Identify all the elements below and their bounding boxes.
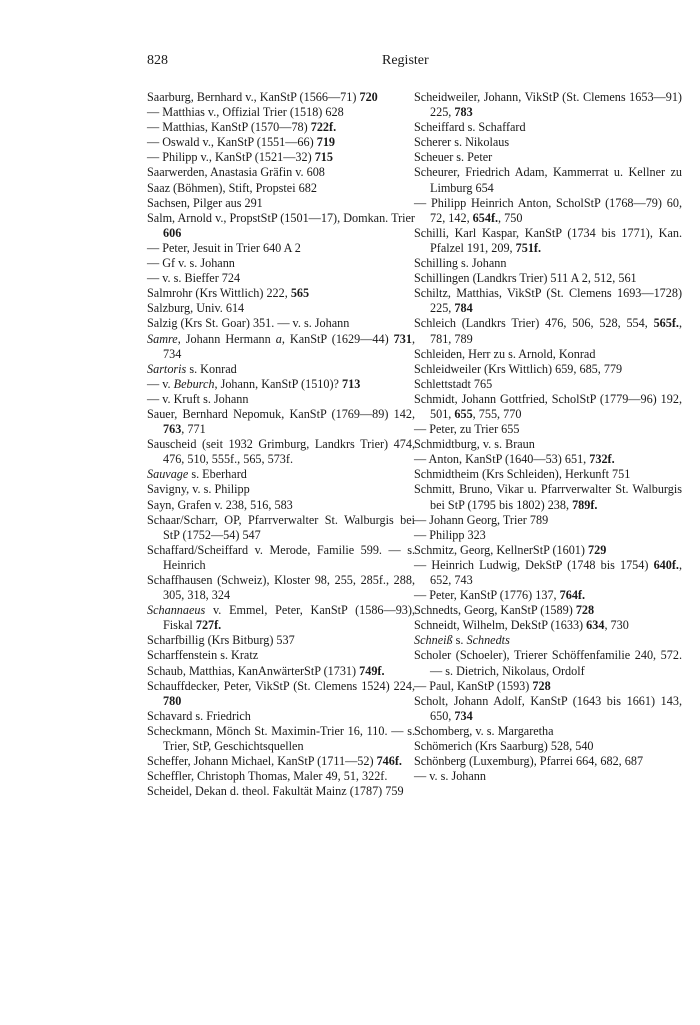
running-head: Register [382, 53, 429, 68]
index-entry: Scheurer, Friedrich Adam, Kammerrat u. Kellner zu Limburg 654 [414, 165, 682, 195]
index-entry: Schaub, Matthias, KanAnwärterStP (1731) 749f. [147, 663, 385, 678]
index-entry: Savigny, v. s. Philipp [147, 482, 250, 497]
index-entry: Schneiß s. Schnedts [414, 633, 510, 648]
index-entry: Schleidweiler (Krs Wittlich) 659, 685, 779 [414, 361, 623, 376]
index-entry: Schavard s. Friedrich [147, 708, 251, 723]
index-entry: — Philipp Heinrich Anton, ScholStP (1768—79) 60, 72, 142, 654f., 750 [414, 195, 682, 225]
index-entry: Schlettstadt 765 [414, 376, 493, 391]
index-entry: — v. s. Johann [414, 769, 486, 784]
index-entry: Scheidweiler, Johann, VikStP (St. Clemens 1653—91) 225, 783 [414, 90, 682, 120]
index-entry: Schnedts, Georg, KanStP (1589) 728 [414, 603, 595, 618]
index-entry: Schomberg, v. s. Margaretha [414, 723, 554, 738]
index-entry: — Philipp v., KanStP (1521—32) 715 [147, 150, 333, 165]
index-column-right [414, 90, 682, 784]
index-entry: — Gf v. s. Johann [147, 256, 235, 271]
index-entry: Scharffenstein s. Kratz [147, 648, 259, 663]
index-entry: Scheckmann, Mönch St. Maximin-Trier 16, 110. — s. Trier, StP, Geschichtsquellen [147, 723, 415, 754]
index-entry: Saaz (Böhmen), Stift, Propstei 682 [147, 180, 317, 195]
index-entry: — v. s. Bieffer 724 [147, 271, 241, 286]
index-entry: Schannaeus v. Emmel, Peter, KanStP (1586—93), Fiskal 727f. [147, 603, 415, 633]
index-entry: Scharfbillig (Krs Bitburg) 537 [147, 633, 295, 648]
page-number: 828 [147, 53, 168, 68]
index-entry: Schleiden, Herr zu s. Arnold, Konrad [414, 346, 596, 361]
index-entry: — Matthias v., Offizial Trier (1518) 628 [147, 105, 344, 120]
index-entry: — Peter, zu Trier 655 [414, 422, 520, 437]
index-entry: — Paul, KanStP (1593) 728 [414, 678, 551, 693]
index-entry: Scheuer s. Peter [414, 150, 493, 165]
index-entry: Schilli, Karl Kaspar, KanStP (1734 bis 1771), Kan. Pfalzel 191, 209, 751f. [414, 225, 682, 255]
index-entry: Salzig (Krs St. Goar) 351. — v. s. Johann [147, 316, 350, 331]
index-entry: Scholer (Schoeler), Trierer Schöffenfamilie 240, 572. — s. Dietrich, Nikolaus, Ordolf [414, 648, 682, 678]
index-entry: Schillingen (Landkrs Trier) 511 A 2, 512, 561 [414, 271, 637, 286]
index-entry: Scholt, Johann Adolf, KanStP (1643 bis 1661) 143, 650, 734 [414, 693, 682, 723]
index-entry: Scheffler, Christoph Thomas, Maler 49, 51, 322f. [147, 769, 388, 784]
index-entry: Sauvage s. Eberhard [147, 467, 247, 482]
index-entry: — v. Beburch, Johann, KanStP (1510)? 713 [147, 376, 361, 391]
index-entry: Scheiffard s. Schaffard [414, 120, 526, 135]
index-entry: Sauscheid (seit 1932 Grimburg, Landkrs Trier) 474, 476, 510, 555f., 565, 573f. [147, 437, 415, 467]
index-entry: Sachsen, Pilger aus 291 [147, 195, 263, 210]
index-entry: Schiltz, Matthias, VikStP (St. Clemens 1693—1728) 225, 784 [414, 286, 682, 316]
index-entry: — v. Kruft s. Johann [147, 391, 249, 406]
index-entry: — Anton, KanStP (1640—53) 651, 732f. [414, 452, 615, 467]
index-entry: — Matthias, KanStP (1570—78) 722f. [147, 120, 337, 135]
index-entry: Sauer, Bernhard Nepomuk, KanStP (1769—89) 142, 763, 771 [147, 406, 415, 437]
index-entry: Samre, Johann Hermann a, KanStP (1629—44) 731, 734 [147, 331, 415, 361]
index-entry: Salzburg, Univ. 614 [147, 301, 245, 316]
index-entry: Sayn, Grafen v. 238, 516, 583 [147, 497, 293, 512]
index-entry: Schilling s. Johann [414, 256, 507, 271]
index-entry: Saarburg, Bernhard v., KanStP (1566—71) 720 [147, 90, 378, 104]
index-entry: — Oswald v., KanStP (1551—66) 719 [147, 135, 335, 150]
index-entry: Schaffhausen (Schweiz), Kloster 98, 255, 285f., 288, 305, 318, 324 [147, 573, 415, 603]
index-entry: Salmrohr (Krs Wittlich) 222, 565 [147, 286, 310, 301]
index-entry: Scheffer, Johann Michael, KanStP (1711—52) 746f. [147, 754, 402, 769]
index-entry: Schaffard/Scheiffard v. Merode, Familie 599. — s. Heinrich [147, 542, 415, 572]
index-entry: Scheidel, Dekan d. theol. Fakultät Mainz (1787) 759 [147, 784, 404, 799]
index-entry: Schmitz, Georg, KellnerStP (1601) 729 [414, 542, 607, 557]
index-entry: — Peter, KanStP (1776) 137, 764f. [414, 588, 586, 603]
index-entry: Salm, Arnold v., PropstStP (1501—17), Domkan. Trier 606 [147, 210, 415, 240]
index-entry: Schauffdecker, Peter, VikStP (St. Clemens 1524) 224, 780 [147, 678, 415, 708]
index-entry: Schmidtburg, v. s. Braun [414, 437, 535, 452]
index-entry: Schneidt, Wilhelm, DekStP (1633) 634, 730 [414, 618, 629, 633]
index-entry: — Philipp 323 [414, 527, 486, 542]
index-entry: Schmitt, Bruno, Vikar u. Pfarrverwalter St. Walburgis bei StP (1795 bis 1802) 238, 789f. [414, 482, 682, 512]
index-entry: — Peter, Jesuit in Trier 640 A 2 [147, 240, 301, 255]
index-entry: Schmidt, Johann Gottfried, ScholStP (1779—96) 192, 501, 655, 755, 770 [414, 391, 682, 421]
index-entry: Schmidtheim (Krs Schleiden), Herkunft 751 [414, 467, 631, 482]
index-entry: — Heinrich Ludwig, DekStP (1748 bis 1754) 640f., 652, 743 [414, 557, 682, 587]
index-entry: Scherer s. Nikolaus [414, 135, 510, 150]
index-column-left [147, 90, 415, 799]
index-entry: Saarwerden, Anastasia Gräfin v. 608 [147, 165, 325, 180]
index-entry: Schaar/Scharr, OP, Pfarrverwalter St. Walburgis bei StP (1752—54) 547 [147, 512, 415, 542]
index-entry: Schönberg (Luxemburg), Pfarrei 664, 682, 687 [414, 754, 644, 769]
index-entry: — Johann Georg, Trier 789 [414, 512, 549, 527]
index-entry: Sartoris s. Konrad [147, 361, 237, 376]
index-entry: Schömerich (Krs Saarburg) 528, 540 [414, 739, 594, 754]
index-entry: Schleich (Landkrs Trier) 476, 506, 528, 554, 565f., 781, 789 [414, 316, 682, 346]
